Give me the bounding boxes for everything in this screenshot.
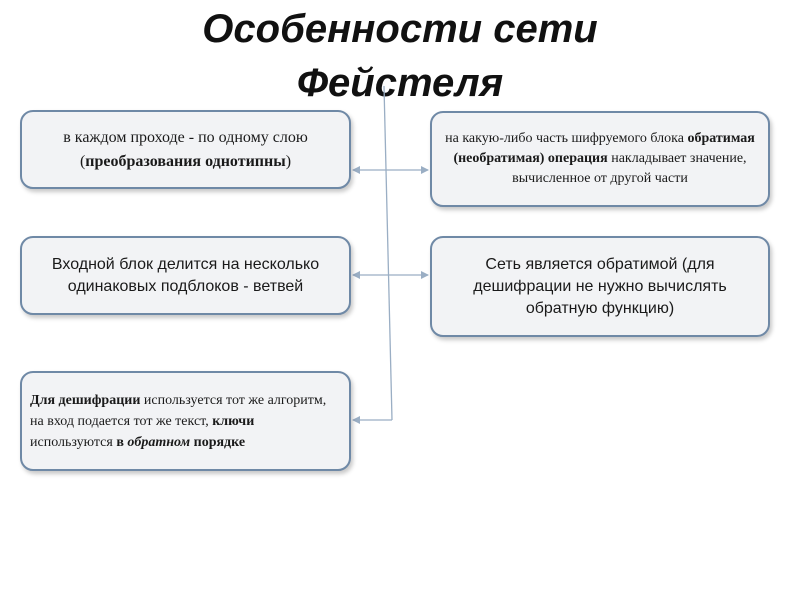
feature-box-decryption-text — [30, 390, 339, 453]
box2-text-part: на какую-либо часть шифруемого блока — [445, 131, 688, 146]
diagram-title: Особенности сети Фейстеля — [202, 7, 598, 105]
box5-bold-order: порядке — [193, 434, 246, 450]
box5-bold-keys: ключи — [212, 413, 255, 429]
feature-box-operation — [430, 111, 770, 207]
box5-bold-italic-reverse: обратном — [127, 434, 191, 450]
feature-box-branches-text: Входной блок делится на несколько одинаковых подблоков - ветвей — [51, 255, 320, 295]
feature-box-layers — [20, 110, 351, 189]
feature-box-reversible — [430, 236, 770, 337]
feature-box-branches — [20, 236, 351, 315]
box5-bold-decryption: Для дешифрации — [30, 392, 141, 408]
box5-bold-in: в — [116, 434, 124, 450]
feature-box-decryption — [20, 371, 351, 471]
feature-box-reversible-text: Сеть является обратимой (для дешифрации не нужно вычислять обратную функцию) — [473, 255, 727, 317]
vertical-trunk-line — [384, 86, 392, 420]
box5-text-part: используется тот же алгоритм, на вход подается тот же текст, — [30, 392, 327, 429]
box2-text-end: накладывает значение, вычисленное от другой части — [512, 151, 747, 186]
feature-box-operation-text — [442, 129, 758, 189]
box1-text-end: ) — [285, 152, 292, 170]
feature-box-layers-text — [32, 126, 339, 174]
box5-text-part2: используются — [30, 434, 117, 450]
box2-bold-text: обратимая (необратимая) операция — [453, 131, 755, 166]
box1-bold-text: преобразования однотипны — [85, 152, 286, 170]
box1-text-part: в каждом проходе - по одному слою ( — [63, 128, 308, 170]
